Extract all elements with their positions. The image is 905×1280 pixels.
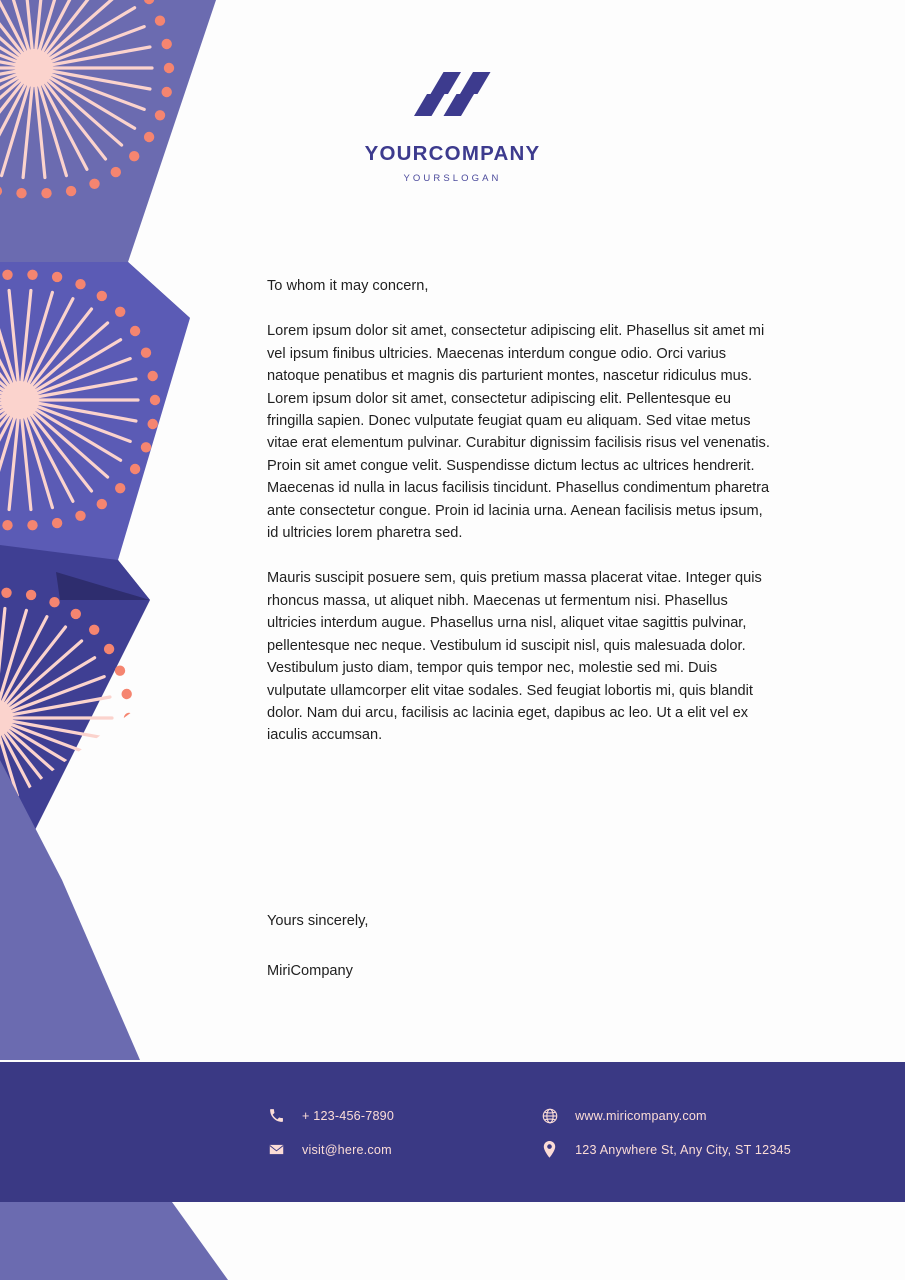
body-paragraph: Mauris suscipit posuere sem, quis pretium massa placerat vitae. Integer quis rhoncus massa, ut aliquet nibh. Maecenas ut fermentum nisi. Phasellus ultricies interdum augue. Phasellus urna nisl, aliquet vitae sagittis pulvinar, pellentesque nec neque. Vestibulum id suscipit nisl, quis malesuada dolor. Vestibulum justo diam, tempor quis tempor nec, molestie sed mi. Duis vulputate ullamcorper elit vitae sodales. Sed feugiat lobortis mi, quis blandit dolor. Nam dui arcu, facilisis ac lacinia eget, dapibus ac leo. Ut a elit vel ex iaculis accumsan.	[267, 570, 762, 744]
salutation: To whom it may concern,	[267, 278, 429, 294]
globe-icon	[540, 1106, 559, 1125]
location-pin-icon	[540, 1140, 559, 1159]
closing-line: Yours sincerely,	[267, 913, 369, 929]
phone-icon	[267, 1106, 286, 1125]
footer-column-left	[267, 1106, 394, 1159]
company-name: YOURCOMPANY	[364, 142, 541, 165]
footer-bar	[0, 1062, 905, 1202]
footer-email-text: visit@here.com	[302, 1142, 392, 1157]
footer-website-item[interactable]	[540, 1106, 791, 1125]
footer-website-text: www.miricompany.com	[575, 1108, 707, 1123]
footer-address-item[interactable]	[540, 1140, 791, 1159]
letter-body	[267, 275, 770, 747]
footer-contact-columns	[267, 1106, 791, 1159]
footer-address-text: 123 Anywhere St, Any City, ST 12345	[575, 1142, 791, 1157]
logo-block	[0, 72, 905, 184]
bottom-ribbon-shape	[0, 1202, 228, 1280]
signature-name: MiriCompany	[267, 963, 353, 980]
footer-phone-text: + 123-456-7890	[302, 1108, 395, 1123]
body-paragraph: Lorem ipsum dolor sit amet, consectetur adipiscing elit. Phasellus sit amet mi vel ipsum finibus ultricies. Maecenas interdum congue odio. Orci varius natoque penatibus et magnis dis parturient montes, nascetur ridiculus mus. Lorem ipsum dolor sit amet, consectetur adipiscing elit. Pellentesque eu fringilla sapien. Donec vulputate feugiat quam eu aliquam. Sed vitae metus vitae erat elementum pulvinar. Curabitur dignissim facilisis risus vel venenatis. Proin sit amet congue velit. Suspendisse dictum lectus ac ultrices hendrerit. Maecenas id nulla in lacus facilisis tincidunt. Phasellus condimentum pharetra ante consectetur congue. Proin id lacinia urna. Aenean facilisis metus ipsum, id ultricies lorem pharetra sed.	[267, 323, 770, 542]
sign-off-block	[267, 910, 770, 983]
company-slogan: YOURSLOGAN	[403, 173, 502, 184]
footer-phone-item[interactable]	[267, 1106, 394, 1125]
footer-email-item[interactable]	[267, 1140, 394, 1159]
stylized-h-parallelogram-logo-icon	[411, 72, 495, 120]
envelope-icon	[267, 1140, 286, 1159]
footer-column-right	[540, 1106, 791, 1159]
bottom-decorative-artwork	[0, 1202, 905, 1280]
